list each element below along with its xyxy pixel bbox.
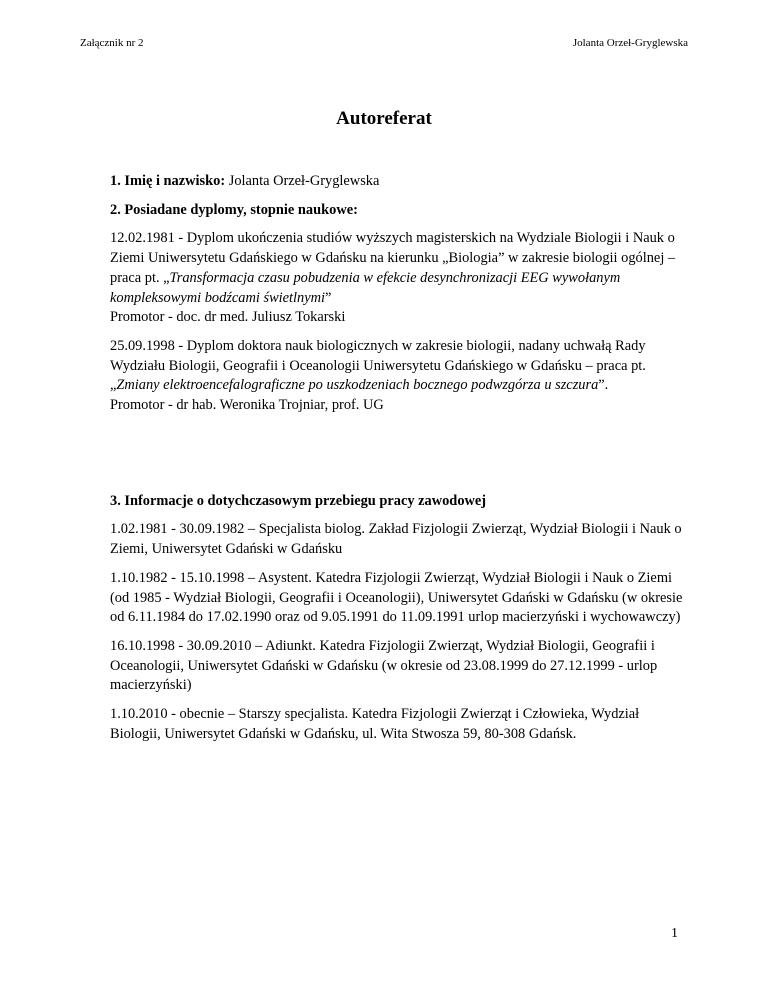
blank-space xyxy=(110,425,684,492)
section-employment-heading: 3. Informacje o dotychczasowym przebiegu pracy zawodowej xyxy=(110,492,487,509)
employment-entry: 1.10.1982 - 15.10.1998 – Asystent. Katedra Fizjologii Zwierząt, Wydział Biologii i Nauk o Ziemi (od 1985 - Wydział Biologii, Geografii i Oceanologii), Uniwersytet Gdański w Gdańsku (w okresie od 6.11.1984 do 17.02.1990 oraz od 9.05.1991 do 11.09.1991 urlop macierzyński i wychowawczy) xyxy=(110,569,683,626)
diploma-2-promoter: Promotor - dr hab. Weronika Trojniar, prof. UG xyxy=(110,397,384,414)
document-title: Autoreferat xyxy=(336,108,432,129)
diploma-1-closing: ” xyxy=(325,289,332,306)
diploma-2-text: 25.09.1998 - Dyplom doktora nauk biologicznych w zakresie biologii, nadany uchwałą Rady Wydziału Biologii, Geografii i Oceanologii Uniwersytetu Gdańskiego w Gdańsku – praca pt. „ xyxy=(110,337,646,394)
name-label: 1. Imię i nazwisko: xyxy=(110,173,226,189)
page-number: 1 xyxy=(671,926,678,941)
header-left: Załącznik nr 2 xyxy=(80,37,144,49)
diploma-1-text: 12.02.1981 - Dyplom ukończenia studiów wyższych magisterskich na Wydziale Biologii i Nauk o Ziemi Uniwersytetu Gdańskiego w Gdańsku na kierunku „Biologia” w zakresie biologii ogólnej – praca pt. „ xyxy=(110,230,676,286)
diploma-1-thesis: Transformacja czasu pobudzenia w efekcie desynchronizacji EEG wywołanym kompleksowymi bodźcami świetlnymi xyxy=(110,269,621,306)
diploma-1-promoter: Promotor - doc. dr med. Juliusz Tokarski xyxy=(110,309,346,326)
employment-entry: 1.02.1981 - 30.09.1982 – Specjalista biolog. Zakład Fizjologii Zwierząt, Wydział Biologii i Nauk o Ziemi, Uniwersytet Gdański w Gdańsku xyxy=(110,521,682,558)
name-value: Jolanta Orzeł-Gryglewska xyxy=(225,173,380,189)
header-right: Jolanta Orzeł-Gryglewska xyxy=(572,37,688,49)
section-name xyxy=(110,172,684,192)
document-body xyxy=(110,172,684,753)
diploma-2-closing: ”. xyxy=(598,377,609,394)
section-diplomas-heading: 2. Posiadane dyplomy, stopnie naukowe: xyxy=(110,201,358,218)
diploma-2-thesis: Zmiany elektroencefalograficzne po uszkodzeniach bocznego podwzgórza u szczura xyxy=(116,377,599,394)
employment-entry: 16.10.1998 - 30.09.2010 – Adiunkt. Katedra Fizjologii Zwierząt, Wydział Biologii, Geografii i Oceanologii, Uniwersytet Gdański w Gdańsku (w okresie od 23.08.1999 do 27.12.1999 - urlop macierzyński) xyxy=(110,637,658,694)
diploma-entry-1 xyxy=(110,229,684,328)
employment-entry: 1.10.2010 - obecnie – Starszy specjalista. Katedra Fizjologii Zwierząt i Człowieka, Wydział Biologii, Uniwersytet Gdański w Gdańsku, ul. Wita Stwosza 59, 80-308 Gdańsk. xyxy=(110,706,640,742)
diploma-entry-2 xyxy=(110,337,684,416)
